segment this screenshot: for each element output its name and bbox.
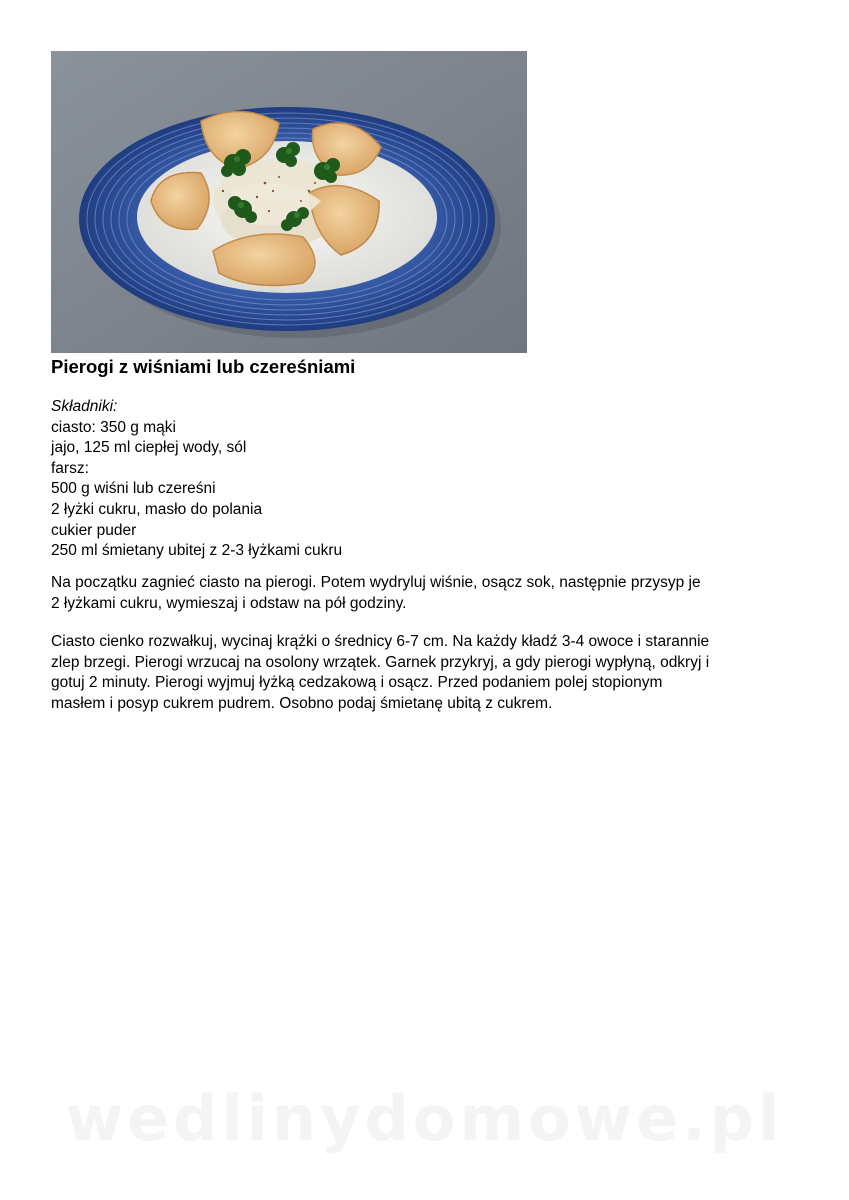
ingredients-list	[51, 397, 342, 562]
ingredients-heading: Składniki:	[51, 398, 118, 415]
ingredient-line: cukier puder	[51, 521, 137, 539]
ingredient-line: jajo, 125 ml ciepłej wody, sól	[51, 439, 247, 457]
recipe-title: Pierogi z wiśniami lub czereśniami	[51, 356, 356, 377]
site-watermark: wedlinydomowe.pl	[65, 1082, 784, 1155]
paragraph-line: Na początku zagnieć ciasto na pierogi. Potem wydryluj wiśnie, osącz sok, następnie przysyp je	[51, 574, 701, 591]
ingredient-line: farsz:	[51, 459, 89, 477]
paragraph-line: gotuj 2 minuty. Pierogi wyjmuj łyżką cedzakową i osącz. Przed podaniem polej stopionym	[51, 674, 663, 692]
instructions-paragraph-1	[51, 573, 791, 614]
paragraph-line: zlep brzegi. Pierogi wrzucaj na osolony wrzątek. Garnek przykryj, a gdy pierogi wypłyną, odkryj i	[51, 653, 710, 671]
ingredient-line: 500 g wiśni lub czereśni	[51, 480, 216, 498]
pierogi-plate-illustration	[51, 51, 527, 353]
ingredient-line: 250 ml śmietany ubitej z 2-3 łyżkami cukru	[51, 542, 343, 560]
paragraph-line: 2 łyżkami cukru, wymieszaj i odstaw na pół godziny.	[51, 594, 407, 612]
paragraph-line: masłem i posyp cukrem pudrem. Osobno podaj śmietanę ubitą z cukrem.	[51, 694, 553, 712]
instructions-paragraph-2	[51, 632, 791, 714]
ingredient-line: ciasto: 350 g mąki	[51, 418, 176, 436]
ingredient-line: 2 łyżki cukru, masło do polania	[51, 500, 263, 518]
paragraph-line: Ciasto cienko rozwałkuj, wycinaj krążki o średnicy 6-7 cm. Na każdy kładź 3-4 owoce i starannie	[51, 633, 710, 650]
recipe-photo	[51, 51, 527, 353]
